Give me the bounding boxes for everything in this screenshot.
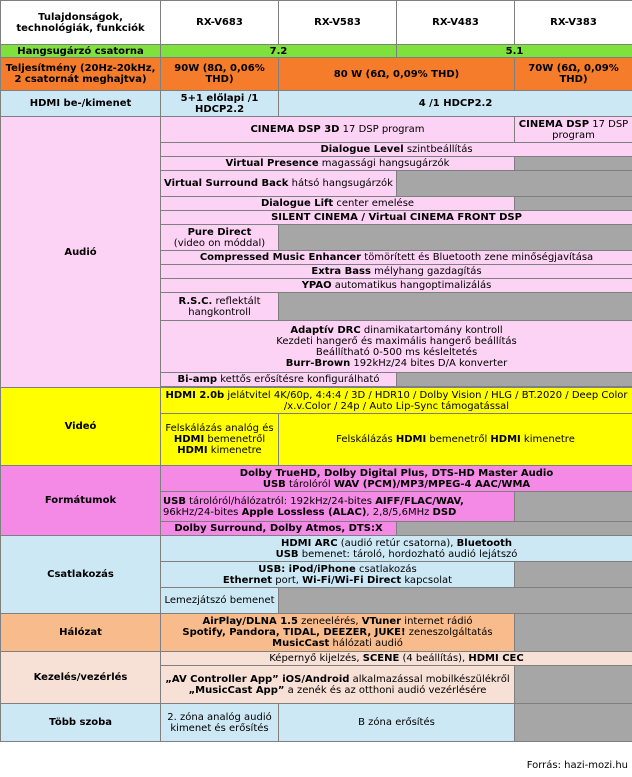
connections-label: Csatlakozás	[1, 536, 161, 614]
zone-2: 2. zóna analóg audió kimenet és erősítés	[161, 704, 279, 742]
network-label: Hálózat	[1, 614, 161, 652]
na-cell	[397, 171, 632, 197]
na-cell	[279, 293, 632, 321]
na-cell	[279, 225, 632, 251]
na-cell	[515, 197, 632, 211]
formats-atmos: Dolby Surround, Dolby Atmos, DTS:X	[161, 522, 397, 536]
control-osd: Képernyő kijelzés, SCENE (4 beállítás), HDMI CEC	[161, 652, 632, 666]
audio-label: Audió	[1, 117, 161, 388]
na-cell	[515, 562, 632, 588]
upscaling-v683: Felskálázás analóg és HDMI bemenetről HDMI kimenetre	[161, 414, 279, 466]
multiroom-label: Több szoba	[1, 704, 161, 742]
speaker-label: Hangsugárzó csatorna	[1, 45, 161, 58]
na-cell	[279, 588, 632, 614]
formats-label: Formátumok	[1, 466, 161, 536]
na-cell	[515, 157, 632, 171]
formats-dolby-dts: Dolby TrueHD, Dolby Digital Plus, DTS-HD Master Audio USB tárolóról WAV (PCM)/MP3/MPEG-4 AAC/WMA	[161, 466, 632, 492]
header-corner: Tulajdonságok, technológiák, funkciók	[1, 1, 161, 45]
control-apps: „AV Controller App” iOS/Android alkalmazással mobilkészülékről „MusicCast App” a zenék és az otthoni audió vezérlésére	[161, 666, 515, 704]
power-v583-v483: 80 W (6Ω, 0,09% THD)	[279, 58, 515, 91]
connections-ipod-ethernet: USB: iPod/iPhone csatlakozás Ethernet port, Wi-Fi/Wi-Fi Direct kapcsolat	[161, 562, 515, 588]
phono-input: Lemezjátszó bemenet	[161, 588, 279, 614]
extra-bass: Extra Bass mélyhang gazdagítás	[161, 265, 632, 279]
virtual-surround-back: Virtual Surround Back hátsó hangsugárzók	[161, 171, 397, 197]
adaptive-drc-block	[161, 321, 632, 373]
power-v683: 90W (8Ω, 0,06% THD)	[161, 58, 279, 91]
source-credit: Forrás: hazi-mozi.hu	[526, 760, 628, 771]
cinema-dsp: CINEMA DSP 17 DSP program	[515, 117, 632, 143]
speaker-value-72: 7.2	[161, 45, 397, 58]
speaker-row	[1, 45, 632, 58]
na-cell	[397, 373, 632, 387]
model-rx-v383: RX-V383	[515, 1, 632, 45]
delay-setting: Beállítható 0-500 ms késleltetés	[315, 346, 478, 358]
speaker-value-51: 5.1	[397, 45, 632, 58]
adaptive-drc: Adaptív DRC dinamikatartomány kontroll	[290, 324, 503, 336]
power-v383: 70W (6Ω, 0,09% THD)	[515, 58, 632, 91]
silent-cinema: SILENT CINEMA / Virtual CINEMA FRONT DSP	[161, 211, 632, 225]
model-rx-v583: RX-V583	[279, 1, 397, 45]
na-cell	[515, 492, 632, 522]
power-label: Teljesítmény (20Hz-20kHz, 2 csatornát meghajtva)	[1, 58, 161, 91]
na-cell	[515, 704, 632, 742]
hdmi-io-row	[1, 91, 632, 117]
formats-usb-network: USB tárolóról/hálózatról: 192kHz/24-bites AIFF/FLAC/WAV, 96kHz/24-bites Apple Lossless (ALAC), 2,8/5,6MHz DSD	[161, 492, 515, 522]
hdmi-io-v683: 5+1 előlapi /1 HDCP2.2	[161, 91, 279, 117]
video-label: Videó	[1, 388, 161, 466]
connections-arc-usb: HDMI ARC (audió retúr csatorna), Bluetooth USB bemenet: tároló, hordozható audió lejátszó	[161, 536, 632, 562]
hdmi-io-others: 4 /1 HDCP2.2	[279, 91, 632, 117]
zone-b: B zóna erősítés	[279, 704, 515, 742]
na-cell	[515, 614, 632, 652]
burr-brown-dac: Burr-Brown 192kHz/24 bites D/A konverter	[285, 357, 508, 369]
na-cell	[397, 522, 632, 536]
hdmi-io-label: HDMI be-/kimenet	[1, 91, 161, 117]
ypao: YPAO automatikus hangoptimalizálás	[161, 279, 632, 293]
pure-direct: Pure Direct (video on móddal)	[161, 225, 279, 251]
hdmi-2-0b: HDMI 2.0b jelátvitel 4K/60p, 4:4:4 / 3D / HDR10 / Dolby Vision / HLG / BT.2020 / Deep Color /x.v.Color / 24p / Auto Lip-Sync támogatással	[161, 388, 632, 414]
upscaling-others: Felskálázás HDMI bemenetről HDMI kimenetre	[279, 414, 632, 466]
volume-setting: Kezdeti hangerő és maximális hangerő beállítás	[276, 335, 517, 347]
dialogue-lift: Dialogue Lift center emelése	[161, 197, 515, 211]
power-row	[1, 58, 632, 91]
model-rx-v483: RX-V483	[397, 1, 515, 45]
control-label: Kezelés/vezérlés	[1, 652, 161, 704]
network-services: AirPlay/DLNA 1.5 zeneelérés, VTuner internet rádió Spotify, Pandora, TIDAL, DEEZER, JUKE! zeneszolgáltatás MusicCast hálózati audió	[161, 614, 515, 652]
compressed-music-enhancer: Compressed Music Enhancer tömörített és Bluetooth zene minőségjavítása	[161, 251, 632, 265]
bi-amp: Bi-amp kettős erősítésre konfigurálható	[161, 373, 397, 387]
model-rx-v683: RX-V683	[161, 1, 279, 45]
rsc: R.S.C. reflektált hangkontroll	[161, 293, 279, 321]
dialogue-level: Dialogue Level szintbeállítás	[161, 143, 632, 157]
virtual-presence: Virtual Presence magassági hangsugárzók	[161, 157, 515, 171]
cinema-dsp-3d: CINEMA DSP 3D 17 DSP program	[161, 117, 515, 143]
na-cell	[515, 666, 632, 704]
